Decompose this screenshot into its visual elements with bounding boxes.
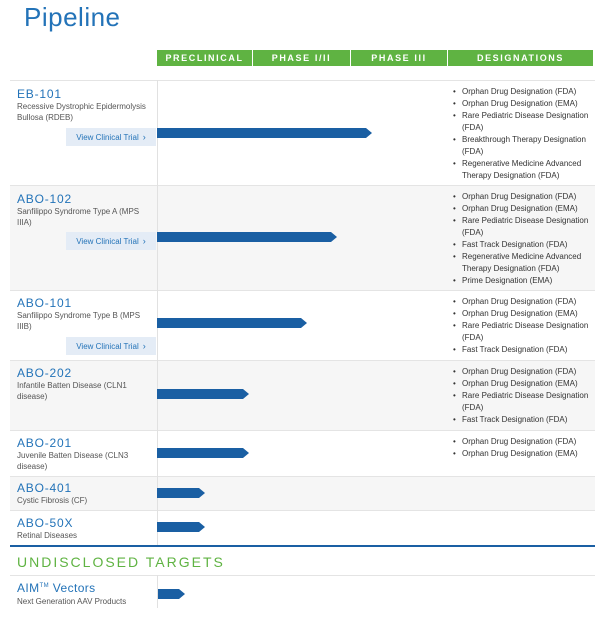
program-description: Sanfilippo Syndrome Type A (MPS IIIA)	[17, 207, 140, 227]
designation-item: • Orphan Drug Designation (EMA)	[453, 203, 598, 215]
chevron-right-icon: ›	[142, 341, 146, 351]
pipeline-progress-bar	[157, 232, 337, 242]
row-separator	[10, 510, 595, 511]
row-separator	[10, 80, 595, 81]
designation-item: • Orphan Drug Designation (EMA)	[453, 378, 598, 390]
designation-item: • Fast Track Designation (FDA)	[453, 414, 598, 426]
column-header: PHASE I/II	[253, 50, 351, 66]
designations-list	[453, 191, 598, 287]
pipeline-progress-bar	[157, 522, 205, 532]
designation-item: • Orphan Drug Designation (EMA)	[453, 308, 598, 320]
program-description: Sanfilippo Syndrome Type B (MPS IIIB)	[17, 311, 141, 331]
designation-item: • Orphan Drug Designation (EMA)	[453, 98, 598, 110]
pipeline-progress-bar	[157, 389, 249, 399]
chevron-right-icon: ›	[142, 132, 146, 142]
button-label: View Clinical Trial	[76, 237, 139, 246]
designation-item: • Orphan Drug Designation (FDA)	[453, 296, 598, 308]
row-separator	[10, 430, 595, 431]
pipeline-progress-bar	[157, 318, 307, 328]
designation-item: • Orphan Drug Designation (FDA)	[453, 86, 598, 98]
program-description: Infantile Batten Disease (CLN1 disease)	[17, 381, 127, 401]
column-header: DESIGNATIONS	[448, 50, 594, 66]
pipeline-progress-bar	[157, 488, 205, 498]
program-name: ABO-201	[17, 436, 72, 450]
pipeline-progress-bar	[157, 128, 372, 138]
view-clinical-trial-button[interactable]	[66, 232, 156, 250]
designation-item: • Prime Designation (EMA)	[453, 275, 598, 287]
column-header: PRECLINICAL	[157, 50, 253, 66]
designation-item: • Fast Track Designation (FDA)	[453, 344, 598, 356]
program-description: Next Generation AAV Products	[17, 597, 127, 606]
designation-item: • Rare Pediatric Disease Designation (FDA)	[453, 110, 598, 134]
designation-item: • Orphan Drug Designation (FDA)	[453, 436, 598, 448]
aim-name-suffix: Vectors	[49, 581, 96, 595]
designations-list	[453, 436, 598, 460]
designations-list	[453, 366, 598, 426]
designation-item: • Rare Pediatric Disease Designation (FDA)	[453, 390, 598, 414]
page-title: Pipeline	[24, 2, 121, 32]
pipeline-progress-bar	[157, 589, 185, 599]
column-divider	[157, 575, 158, 608]
program-description: Cystic Fibrosis (CF)	[17, 496, 88, 505]
designation-item: • Orphan Drug Designation (FDA)	[453, 366, 598, 378]
program-name: EB-101	[17, 87, 62, 101]
designations-list	[453, 86, 598, 182]
designation-item: • Fast Track Designation (FDA)	[453, 239, 598, 251]
designation-item: • Rare Pediatric Disease Designation (FDA)	[453, 320, 598, 344]
designation-item: • Breakthrough Therapy Designation (FDA)	[453, 134, 598, 158]
program-description: Recessive Dystrophic Epidermolysis Bullosa (RDEB)	[17, 102, 146, 122]
trademark-mark: TM	[39, 583, 50, 589]
view-clinical-trial-button[interactable]	[66, 337, 156, 355]
designation-item: • Regenerative Medicine Advanced Therapy Designation (FDA)	[453, 158, 598, 182]
button-label: View Clinical Trial	[76, 342, 139, 351]
designation-item: • Orphan Drug Designation (EMA)	[453, 448, 598, 460]
section-divider	[10, 545, 595, 547]
button-label: View Clinical Trial	[76, 133, 139, 142]
undisclosed-targets-heading: UNDISCLOSED TARGETS	[17, 554, 225, 570]
designations-list	[453, 296, 598, 356]
program-name: ABO-102	[17, 192, 72, 206]
row-separator	[10, 290, 595, 291]
pipeline-progress-bar	[157, 448, 249, 458]
designation-item: • Regenerative Medicine Advanced Therapy Designation (FDA)	[453, 251, 598, 275]
program-name	[17, 581, 96, 595]
designation-item: • Orphan Drug Designation (FDA)	[453, 191, 598, 203]
program-name: ABO-50X	[17, 516, 74, 530]
program-name: ABO-101	[17, 296, 72, 310]
program-description: Juvenile Batten Disease (CLN3 disease)	[17, 451, 129, 471]
program-name: ABO-202	[17, 366, 72, 380]
view-clinical-trial-button[interactable]	[66, 128, 156, 146]
program-description: Retinal Diseases	[17, 531, 78, 540]
chevron-right-icon: ›	[142, 236, 146, 246]
column-header: PHASE III	[351, 50, 448, 66]
designation-item: • Rare Pediatric Disease Designation (FDA)	[453, 215, 598, 239]
aim-name: AIM	[17, 581, 40, 595]
program-name: ABO-401	[17, 481, 72, 495]
row-separator	[10, 575, 595, 576]
